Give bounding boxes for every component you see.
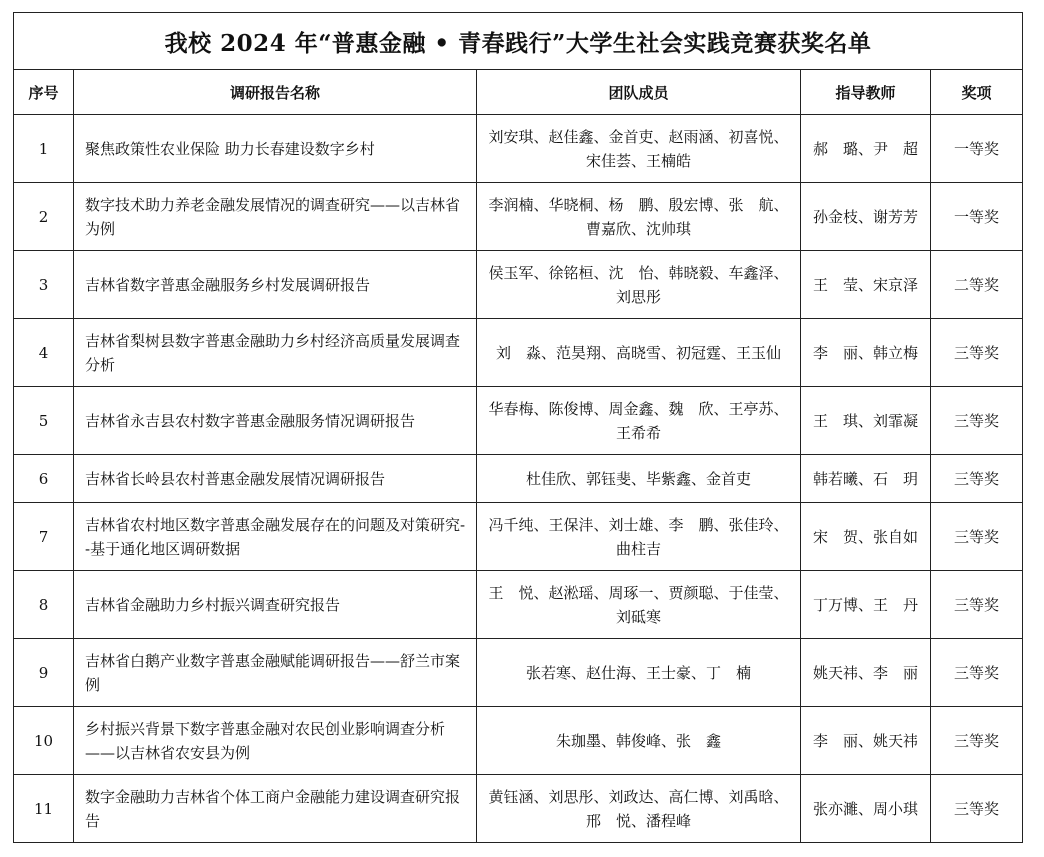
team-members-cell: 冯千纯、王保沣、刘士雄、李 鹏、张佳玲、曲柱吉 bbox=[477, 503, 801, 571]
team-members-cell: 朱珈墨、韩俊峰、张 鑫 bbox=[477, 707, 801, 775]
team-members-cell: 侯玉军、徐铭桓、沈 怡、韩晓毅、车鑫泽、刘思彤 bbox=[477, 251, 801, 319]
table-row bbox=[14, 775, 1023, 843]
report-title-cell: 吉林省金融助力乡村振兴调查研究报告 bbox=[74, 571, 477, 639]
report-title-cell: 吉林省梨树县数字普惠金融助力乡村经济高质量发展调查分析 bbox=[74, 319, 477, 387]
award-cell: 三等奖 bbox=[931, 707, 1023, 775]
award-cell: 一等奖 bbox=[931, 183, 1023, 251]
table-row bbox=[14, 183, 1023, 251]
table-row bbox=[14, 571, 1023, 639]
row-number-cell: 7 bbox=[14, 503, 74, 571]
team-members-cell: 王 悦、赵淞瑶、周琢一、贾颜聪、于佳莹、刘砥寒 bbox=[477, 571, 801, 639]
header-award: 奖项 bbox=[931, 70, 1023, 115]
team-members-cell: 黄钰涵、刘思彤、刘政达、高仁博、刘禹晗、邢 悦、潘程峰 bbox=[477, 775, 801, 843]
team-members-cell: 刘安琪、赵佳鑫、金首吏、赵雨涵、初喜悦、宋佳荟、王楠皓 bbox=[477, 115, 801, 183]
award-cell: 三等奖 bbox=[931, 775, 1023, 843]
table-title: 我校 2024 年“普惠金融 • 青春践行”大学生社会实践竞赛获奖名单 bbox=[14, 13, 1023, 70]
report-title-cell: 吉林省数字普惠金融服务乡村发展调研报告 bbox=[74, 251, 477, 319]
award-cell: 三等奖 bbox=[931, 503, 1023, 571]
advisor-cell: 李 丽、韩立梅 bbox=[801, 319, 931, 387]
team-members-cell: 刘 淼、范昊翔、高晓雪、初冠霆、王玉仙 bbox=[477, 319, 801, 387]
report-title-cell: 吉林省长岭县农村普惠金融发展情况调研报告 bbox=[74, 455, 477, 503]
advisor-cell: 李 丽、姚天祎 bbox=[801, 707, 931, 775]
advisor-cell: 姚天祎、李 丽 bbox=[801, 639, 931, 707]
header-row bbox=[14, 70, 1023, 115]
table-row bbox=[14, 639, 1023, 707]
advisor-cell: 韩若曦、石 玥 bbox=[801, 455, 931, 503]
row-number-cell: 6 bbox=[14, 455, 74, 503]
report-title-cell: 聚焦政策性农业保险 助力长春建设数字乡村 bbox=[74, 115, 477, 183]
row-number-cell: 4 bbox=[14, 319, 74, 387]
award-cell: 二等奖 bbox=[931, 251, 1023, 319]
title-row bbox=[14, 13, 1023, 70]
report-title-cell: 乡村振兴背景下数字普惠金融对农民创业影响调查分析——以吉林省农安县为例 bbox=[74, 707, 477, 775]
table-row bbox=[14, 319, 1023, 387]
award-table bbox=[13, 12, 1023, 843]
advisor-cell: 孙金枝、谢芳芳 bbox=[801, 183, 931, 251]
team-members-cell: 李润楠、华晓桐、杨 鹏、殷宏博、张 航、曹嘉欣、沈帅琪 bbox=[477, 183, 801, 251]
report-title-cell: 吉林省白鹅产业数字普惠金融赋能调研报告——舒兰市案例 bbox=[74, 639, 477, 707]
advisor-cell: 王 琪、刘霏凝 bbox=[801, 387, 931, 455]
report-title-cell: 数字技术助力养老金融发展情况的调查研究——以吉林省为例 bbox=[74, 183, 477, 251]
row-number-cell: 11 bbox=[14, 775, 74, 843]
header-no: 序号 bbox=[14, 70, 74, 115]
advisor-cell: 郝 璐、尹 超 bbox=[801, 115, 931, 183]
table-row bbox=[14, 251, 1023, 319]
row-number-cell: 3 bbox=[14, 251, 74, 319]
table-row bbox=[14, 115, 1023, 183]
advisor-cell: 丁万博、王 丹 bbox=[801, 571, 931, 639]
table-row bbox=[14, 387, 1023, 455]
advisor-cell: 张亦濉、周小琪 bbox=[801, 775, 931, 843]
award-cell: 三等奖 bbox=[931, 571, 1023, 639]
row-number-cell: 2 bbox=[14, 183, 74, 251]
row-number-cell: 5 bbox=[14, 387, 74, 455]
report-title-cell: 吉林省农村地区数字普惠金融发展存在的问题及对策研究--基于通化地区调研数据 bbox=[74, 503, 477, 571]
team-members-cell: 张若寒、赵仕海、王士豪、丁 楠 bbox=[477, 639, 801, 707]
advisor-cell: 王 莹、宋京泽 bbox=[801, 251, 931, 319]
report-title-cell: 数字金融助力吉林省个体工商户金融能力建设调查研究报告 bbox=[74, 775, 477, 843]
award-cell: 三等奖 bbox=[931, 455, 1023, 503]
header-team: 团队成员 bbox=[477, 70, 801, 115]
header-report: 调研报告名称 bbox=[74, 70, 477, 115]
team-members-cell: 杜佳欣、郭钰斐、毕紫鑫、金首吏 bbox=[477, 455, 801, 503]
row-number-cell: 8 bbox=[14, 571, 74, 639]
table-row bbox=[14, 707, 1023, 775]
team-members-cell: 华春梅、陈俊博、周金鑫、魏 欣、王亭苏、王希希 bbox=[477, 387, 801, 455]
award-cell: 一等奖 bbox=[931, 115, 1023, 183]
table-row bbox=[14, 455, 1023, 503]
award-cell: 三等奖 bbox=[931, 639, 1023, 707]
row-number-cell: 10 bbox=[14, 707, 74, 775]
award-cell: 三等奖 bbox=[931, 319, 1023, 387]
award-cell: 三等奖 bbox=[931, 387, 1023, 455]
header-advisor: 指导教师 bbox=[801, 70, 931, 115]
advisor-cell: 宋 贺、张自如 bbox=[801, 503, 931, 571]
row-number-cell: 9 bbox=[14, 639, 74, 707]
row-number-cell: 1 bbox=[14, 115, 74, 183]
report-title-cell: 吉林省永吉县农村数字普惠金融服务情况调研报告 bbox=[74, 387, 477, 455]
table-row bbox=[14, 503, 1023, 571]
